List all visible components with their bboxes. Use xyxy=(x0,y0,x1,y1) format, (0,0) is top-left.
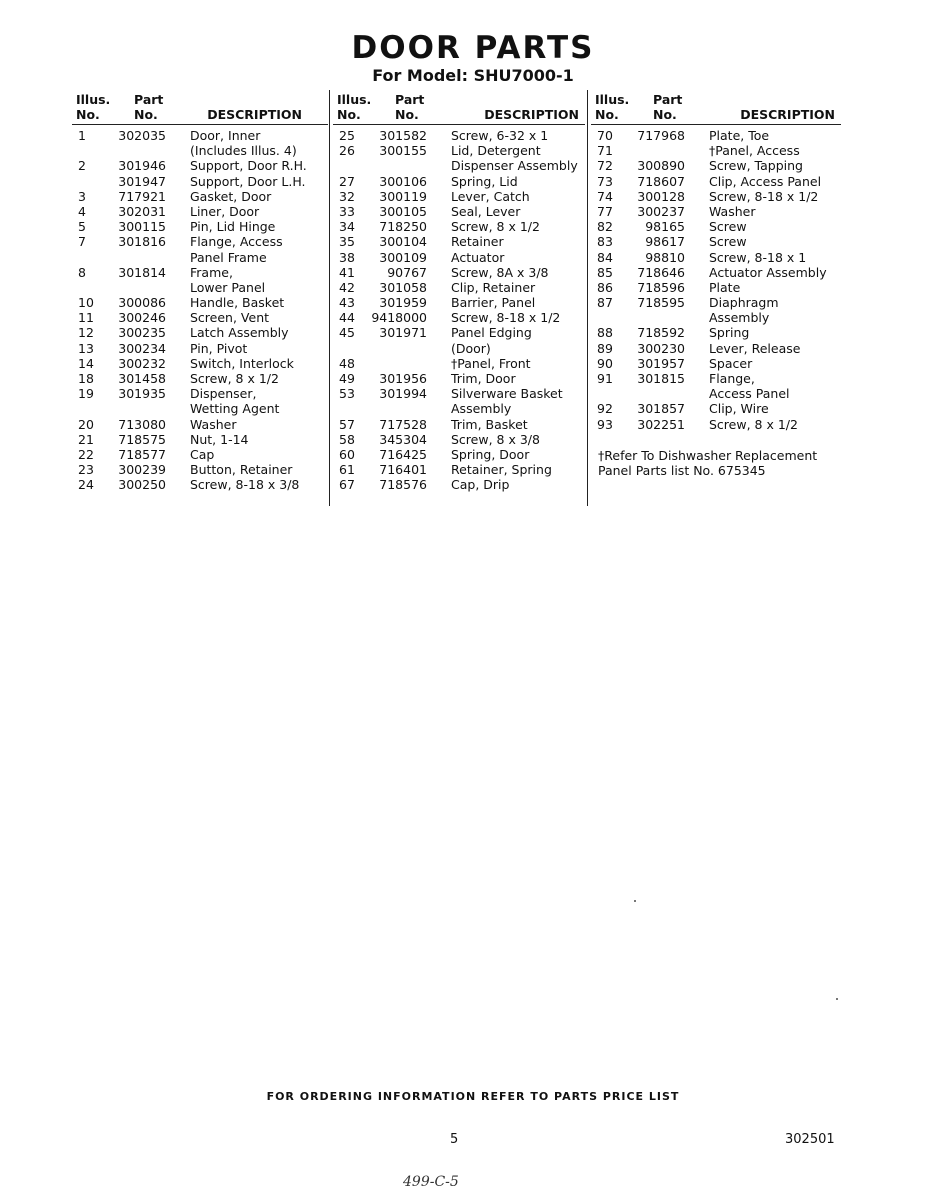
illus-number: 45 xyxy=(339,325,355,341)
illus-number: 26 xyxy=(339,143,355,159)
part-description: †Panel, Access xyxy=(709,143,800,159)
illus-number: 67 xyxy=(339,477,355,493)
part-description: Spring xyxy=(709,325,750,341)
part-description: Cap, Drip xyxy=(451,477,510,493)
part-number: 302035 xyxy=(118,128,166,143)
part-number: 301994 xyxy=(379,386,427,402)
part-description: Washer xyxy=(709,203,756,219)
part-description: Screw, 8-18 x 3/8 xyxy=(190,477,300,493)
part-description: Pin, Pivot xyxy=(190,340,248,356)
table-row xyxy=(591,386,841,401)
table-row xyxy=(72,250,328,265)
illus-number: 32 xyxy=(339,188,355,204)
part-description: Trim, Basket xyxy=(451,416,528,432)
part-description: Clip, Access Panel xyxy=(709,173,822,189)
parts-rows xyxy=(333,125,585,493)
table-row xyxy=(72,477,328,492)
table-row xyxy=(591,128,841,143)
table-row xyxy=(72,204,328,219)
table-row xyxy=(333,234,585,249)
illus-number: 23 xyxy=(78,462,94,478)
part-description: Lever, Catch xyxy=(451,188,530,204)
illus-number: 61 xyxy=(339,462,355,478)
illus-number: 88 xyxy=(597,325,613,341)
table-row xyxy=(333,143,585,158)
table-row xyxy=(72,447,328,462)
part-description: †Panel, Front xyxy=(451,355,531,371)
part-number: 716425 xyxy=(379,446,427,462)
table-row xyxy=(591,204,841,219)
table-row xyxy=(72,310,328,325)
table-row xyxy=(72,219,328,234)
part-number: 345304 xyxy=(379,431,427,447)
part-number: 300230 xyxy=(637,340,685,356)
table-row xyxy=(333,158,585,173)
part-number: 302031 xyxy=(118,203,166,219)
part-description: Screw, 8 x 3/8 xyxy=(451,431,540,447)
illus-number: 21 xyxy=(78,431,94,447)
illus-number: 8 xyxy=(78,264,86,280)
part-number: 713080 xyxy=(118,416,166,432)
illus-number: 87 xyxy=(597,295,613,311)
illus-number: 92 xyxy=(597,401,613,417)
part-number: 301957 xyxy=(637,355,685,371)
table-row xyxy=(72,143,328,158)
part-number: 300105 xyxy=(379,203,427,219)
illus-number: 5 xyxy=(78,219,86,235)
table-row xyxy=(72,174,328,189)
illus-number: 35 xyxy=(339,234,355,250)
illus-number: 19 xyxy=(78,386,94,402)
table-row xyxy=(333,325,585,340)
illus-number: 42 xyxy=(339,279,355,295)
table-row xyxy=(591,356,841,371)
part-description: Screw, 8 x 1/2 xyxy=(451,219,540,235)
illus-number: 53 xyxy=(339,386,355,402)
illus-number: 93 xyxy=(597,416,613,432)
illus-number: 7 xyxy=(78,234,86,250)
illus-number: 11 xyxy=(78,310,94,326)
part-number: 98617 xyxy=(645,234,685,250)
part-description: Flange, xyxy=(709,371,755,386)
illus-number: 86 xyxy=(597,279,613,295)
illus-number: 57 xyxy=(339,416,355,432)
table-row xyxy=(333,417,585,432)
part-description: Switch, Interlock xyxy=(190,355,294,371)
table-row xyxy=(591,280,841,295)
table-row xyxy=(72,386,328,401)
illus-number: 4 xyxy=(78,203,86,219)
part-number: 301582 xyxy=(379,128,427,143)
part-number: 718596 xyxy=(637,279,685,295)
part-description: Support, Door R.H. xyxy=(190,158,307,174)
illus-number: 41 xyxy=(339,264,355,280)
illus-number: 49 xyxy=(339,371,355,386)
table-row xyxy=(72,189,328,204)
part-number: 9418000 xyxy=(371,310,427,326)
column-divider xyxy=(329,90,330,506)
table-row xyxy=(333,310,585,325)
part-description: Support, Door L.H. xyxy=(190,173,306,189)
part-description: Screw, 8-18 x 1/2 xyxy=(451,310,561,326)
table-row xyxy=(333,250,585,265)
part-number: 300155 xyxy=(379,143,427,159)
illus-number: 48 xyxy=(339,355,355,371)
table-row xyxy=(591,189,841,204)
replacement-note-line-1: †Refer To Dishwasher Replacement xyxy=(598,448,818,463)
part-header: Part No. xyxy=(134,92,164,122)
table-row xyxy=(591,174,841,189)
part-number: 301946 xyxy=(118,158,166,174)
part-number: 718595 xyxy=(637,295,685,311)
table-row xyxy=(591,143,841,158)
part-number: 300104 xyxy=(379,234,427,250)
part-description: Screw, 8-18 x 1/2 xyxy=(709,188,819,204)
part-description: Assembly xyxy=(451,401,512,417)
column-header xyxy=(333,90,585,125)
part-number: 301959 xyxy=(379,295,427,311)
parts-column-3 xyxy=(591,90,841,432)
part-description: Lower Panel xyxy=(190,279,266,295)
table-row xyxy=(72,265,328,280)
illus-number: 72 xyxy=(597,158,613,174)
part-description: Screw xyxy=(709,219,747,235)
parts-rows xyxy=(591,125,841,432)
illus-number: 14 xyxy=(78,355,94,371)
illus-number: 33 xyxy=(339,203,355,219)
part-number: 300109 xyxy=(379,249,427,265)
part-description: Wetting Agent xyxy=(190,401,280,417)
table-row xyxy=(333,295,585,310)
scan-speck xyxy=(836,998,838,1000)
part-number: 718607 xyxy=(637,173,685,189)
part-number: 300234 xyxy=(118,340,166,356)
part-description: Screen, Vent xyxy=(190,310,270,326)
table-row xyxy=(72,432,328,447)
replacement-note-line-2: Panel Parts list No. 675345 xyxy=(598,463,766,478)
part-description: Barrier, Panel xyxy=(451,295,536,311)
part-number: 90767 xyxy=(387,264,427,280)
illus-number: 85 xyxy=(597,264,613,280)
description-header: DESCRIPTION xyxy=(484,107,579,122)
part-number: 301458 xyxy=(118,371,166,386)
column-header xyxy=(72,90,328,125)
description-header: DESCRIPTION xyxy=(207,107,302,122)
part-description: Flange, Access xyxy=(190,234,283,250)
illus-header: Illus. No. xyxy=(76,92,111,122)
part-description: (Door) xyxy=(451,340,491,356)
part-number: 718646 xyxy=(637,264,685,280)
table-row xyxy=(333,477,585,492)
part-description: Button, Retainer xyxy=(190,462,293,478)
table-row xyxy=(333,447,585,462)
illus-number: 58 xyxy=(339,431,355,447)
table-row xyxy=(72,280,328,295)
part-number: 301815 xyxy=(637,371,685,386)
part-description: Silverware Basket xyxy=(451,386,563,402)
part-description: Trim, Door xyxy=(451,371,516,386)
part-description: Screw, 8 x 1/2 xyxy=(190,371,279,386)
part-description: Handle, Basket xyxy=(190,295,285,311)
part-number: 717528 xyxy=(379,416,427,432)
part-number: 301857 xyxy=(637,401,685,417)
part-number: 301816 xyxy=(118,234,166,250)
document-number: 302501 xyxy=(785,1132,835,1147)
table-row xyxy=(591,417,841,432)
illus-number: 74 xyxy=(597,188,613,204)
illus-number: 25 xyxy=(339,128,355,143)
part-description: Actuator Assembly xyxy=(709,264,827,280)
column-header xyxy=(591,90,841,125)
part-description: Spacer xyxy=(709,355,753,371)
part-description: Clip, Retainer xyxy=(451,279,536,295)
table-row xyxy=(591,234,841,249)
ordering-footer: FOR ORDERING INFORMATION REFER TO PARTS PRICE LIST xyxy=(266,1090,680,1103)
illus-number: 38 xyxy=(339,249,355,265)
table-row xyxy=(72,158,328,173)
illus-number: 83 xyxy=(597,234,613,250)
part-number: 301058 xyxy=(379,279,427,295)
table-row xyxy=(591,371,841,386)
part-description: Spring, Door xyxy=(451,446,530,462)
part-number: 300232 xyxy=(118,355,166,371)
scan-speck xyxy=(634,900,636,902)
table-row xyxy=(333,462,585,477)
table-row xyxy=(333,371,585,386)
table-row xyxy=(72,356,328,371)
illus-header: Illus. No. xyxy=(337,92,372,122)
table-row xyxy=(591,341,841,356)
table-row xyxy=(591,310,841,325)
illus-number: 13 xyxy=(78,340,94,356)
table-row xyxy=(333,401,585,416)
part-number: 718575 xyxy=(118,431,166,447)
part-description: Spring, Lid xyxy=(451,173,518,189)
part-number: 98165 xyxy=(645,219,685,235)
parts-rows xyxy=(72,125,328,493)
part-description: Screw, Tapping xyxy=(709,158,803,174)
part-description: Plate xyxy=(709,279,741,295)
part-number: 301947 xyxy=(118,173,166,189)
part-number: 717968 xyxy=(637,128,685,143)
parts-column-2 xyxy=(333,90,585,493)
part-description: Assembly xyxy=(709,310,770,326)
part-number: 300250 xyxy=(118,477,166,493)
part-number: 302251 xyxy=(637,416,685,432)
part-description: Access Panel xyxy=(709,386,790,402)
part-number: 718576 xyxy=(379,477,427,493)
table-row xyxy=(591,325,841,340)
illus-number: 77 xyxy=(597,203,613,219)
illus-number: 34 xyxy=(339,219,355,235)
table-row xyxy=(72,341,328,356)
part-number: 300890 xyxy=(637,158,685,174)
part-number: 300119 xyxy=(379,188,427,204)
table-row xyxy=(333,174,585,189)
part-number: 300239 xyxy=(118,462,166,478)
illus-number: 91 xyxy=(597,371,613,386)
part-description: (Includes Illus. 4) xyxy=(190,143,297,159)
illus-number: 10 xyxy=(78,295,94,311)
model-subtitle: For Model: SHU7000-1 xyxy=(372,66,574,85)
part-description: Door, Inner xyxy=(190,128,261,143)
part-description: Retainer, Spring xyxy=(451,462,552,478)
table-row xyxy=(591,158,841,173)
part-description: Screw, 8A x 3/8 xyxy=(451,264,549,280)
page-title: DOOR PARTS xyxy=(351,30,595,66)
table-row xyxy=(72,401,328,416)
part-number: 300246 xyxy=(118,310,166,326)
illus-number: 22 xyxy=(78,446,94,462)
part-description: Diaphragm xyxy=(709,295,779,311)
column-divider xyxy=(587,90,588,506)
part-description: Dispenser Assembly xyxy=(451,158,578,174)
table-row xyxy=(333,341,585,356)
illus-number: 70 xyxy=(597,128,613,143)
part-description: Washer xyxy=(190,416,237,432)
part-description: Latch Assembly xyxy=(190,325,289,341)
part-description: Screw, 8-18 x 1 xyxy=(709,249,807,265)
part-description: Lever, Release xyxy=(709,340,801,356)
illus-number: 44 xyxy=(339,310,355,326)
part-number: 300235 xyxy=(118,325,166,341)
part-description: Pin, Lid Hinge xyxy=(190,219,276,235)
part-description: Panel Frame xyxy=(190,249,267,265)
table-row xyxy=(72,295,328,310)
part-number: 98810 xyxy=(645,249,685,265)
table-row xyxy=(333,219,585,234)
table-row xyxy=(333,265,585,280)
part-description: Plate, Toe xyxy=(709,128,770,143)
part-description: Screw, 6-32 x 1 xyxy=(451,128,549,143)
illus-number: 12 xyxy=(78,325,94,341)
table-row xyxy=(72,371,328,386)
part-number: 300115 xyxy=(118,219,166,235)
illus-number: 24 xyxy=(78,477,94,493)
part-number: 301814 xyxy=(118,264,166,280)
illus-number: 2 xyxy=(78,158,86,174)
table-row xyxy=(333,432,585,447)
table-row xyxy=(591,295,841,310)
part-number: 300086 xyxy=(118,295,166,311)
description-header: DESCRIPTION xyxy=(740,107,835,122)
illus-number: 43 xyxy=(339,295,355,311)
table-row xyxy=(333,189,585,204)
part-number: 301956 xyxy=(379,371,427,386)
page-number: 5 xyxy=(450,1132,459,1147)
part-header: Part No. xyxy=(395,92,425,122)
part-description: Panel Edging xyxy=(451,325,532,341)
part-number: 300237 xyxy=(637,203,685,219)
part-description: Frame, xyxy=(190,264,233,280)
illus-number: 82 xyxy=(597,219,613,235)
illus-number: 20 xyxy=(78,416,94,432)
illus-number: 60 xyxy=(339,446,355,462)
part-number: 716401 xyxy=(379,462,427,478)
illus-number: 1 xyxy=(78,128,86,143)
table-row xyxy=(72,417,328,432)
table-row xyxy=(591,219,841,234)
part-description: Screw, 8 x 1/2 xyxy=(709,416,798,432)
illus-number: 73 xyxy=(597,173,613,189)
illus-header: Illus. No. xyxy=(595,92,630,122)
table-row xyxy=(333,204,585,219)
part-description: Screw xyxy=(709,234,747,250)
illus-number: 89 xyxy=(597,340,613,356)
table-row xyxy=(72,128,328,143)
part-number: 718592 xyxy=(637,325,685,341)
part-description: Seal, Lever xyxy=(451,203,521,219)
part-description: Actuator xyxy=(451,249,505,265)
parts-column-1 xyxy=(72,90,328,493)
illus-number: 90 xyxy=(597,355,613,371)
illus-number: 3 xyxy=(78,188,86,204)
table-row xyxy=(591,265,841,280)
part-description: Dispenser, xyxy=(190,386,257,402)
illus-number: 71 xyxy=(597,143,613,159)
part-number: 718577 xyxy=(118,446,166,462)
table-row xyxy=(72,325,328,340)
table-row xyxy=(591,401,841,416)
table-row xyxy=(72,234,328,249)
illus-number: 27 xyxy=(339,173,355,189)
part-description: Lid, Detergent xyxy=(451,143,541,159)
part-number: 301971 xyxy=(379,325,427,341)
part-description: Cap xyxy=(190,446,215,462)
part-description: Gasket, Door xyxy=(190,188,272,204)
part-description: Liner, Door xyxy=(190,203,260,219)
part-number: 301935 xyxy=(118,386,166,402)
table-row xyxy=(72,462,328,477)
table-row xyxy=(333,386,585,401)
part-number: 300106 xyxy=(379,173,427,189)
part-number: 300128 xyxy=(637,188,685,204)
handwritten-annotation: 499-C-5 xyxy=(403,1174,459,1190)
part-description: Nut, 1-14 xyxy=(190,431,249,447)
part-number: 717921 xyxy=(118,188,166,204)
illus-number: 84 xyxy=(597,249,613,265)
table-row xyxy=(333,280,585,295)
part-description: Retainer xyxy=(451,234,504,250)
table-row xyxy=(333,356,585,371)
part-number: 718250 xyxy=(379,219,427,235)
table-row xyxy=(591,250,841,265)
part-description: Clip, Wire xyxy=(709,401,769,417)
table-row xyxy=(333,128,585,143)
part-header: Part No. xyxy=(653,92,683,122)
illus-number: 18 xyxy=(78,371,94,386)
